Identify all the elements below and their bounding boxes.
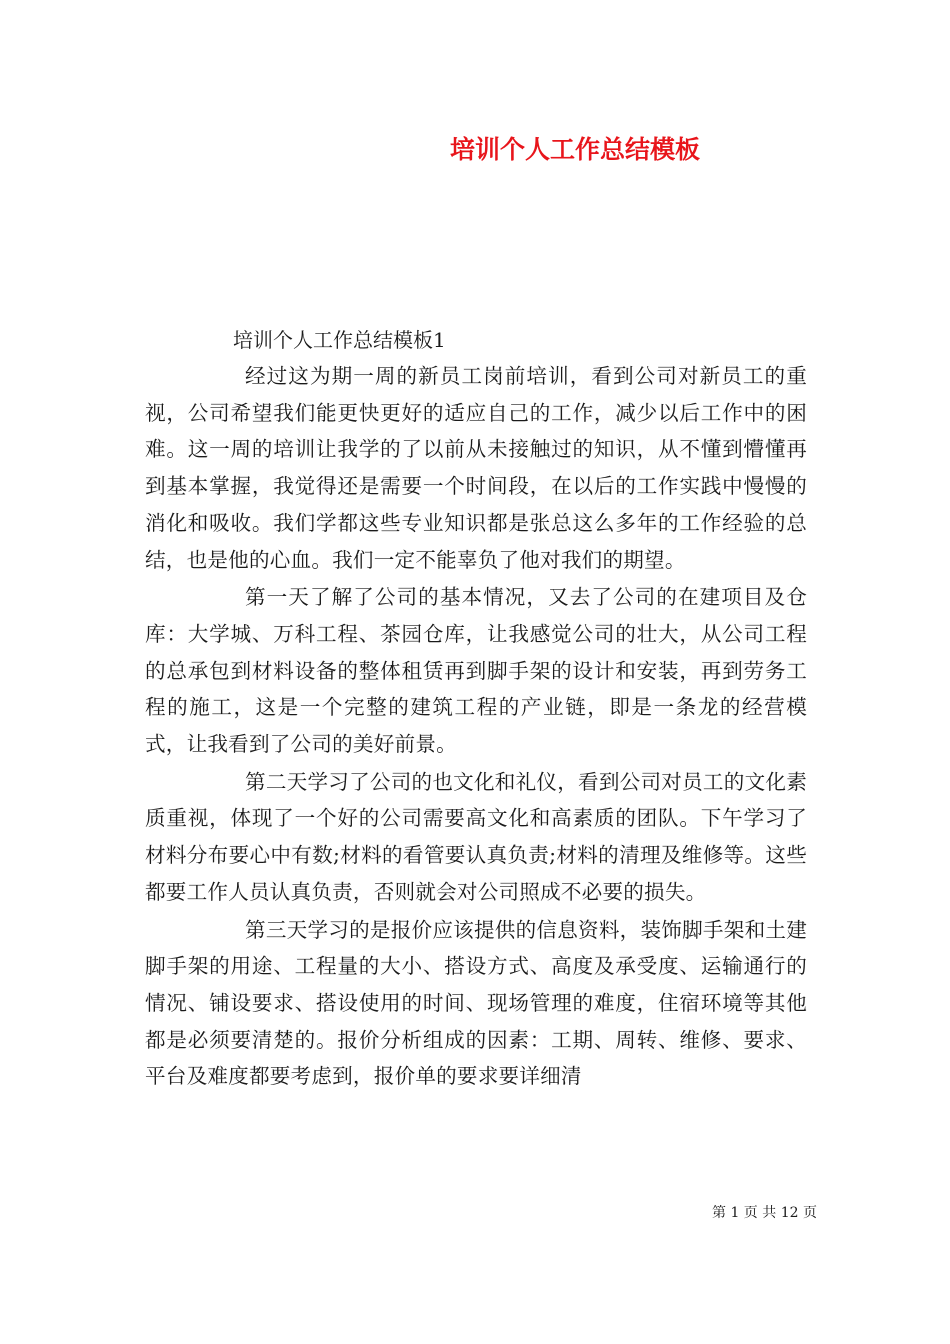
paragraph-2: 第一天了解了公司的基本情况，又去了公司的在建项目及仓库：大学城、万科工程、茶园仓库，让我感觉公司的壮大，从公司工程的总承包到材料设备的整体租赁再到脚手架的设计和安装，再到劳务工程的施工，这是一个完整的建筑工程的产业链，即是一条龙的经营模式，让我看到了公司的美好前景。 xyxy=(145,585,807,757)
body-text xyxy=(145,358,807,1096)
paragraph-4: 第三天学习的是报价应该提供的信息资料，装饰脚手架和土建脚手架的用途、工程量的大小、搭设方式、高度及承受度、运输通行的情况、铺设要求、搭设使用的时间、现场管理的难度，住宿环境等其他都是必须要清楚的。报价分析组成的因素：工期、周转、维修、要求、平台及难度都要考虑到，报价单的要求要详细清 xyxy=(145,917,807,1089)
page-title: 培训个人工作总结模板 xyxy=(450,135,701,164)
paragraph-1: 经过这为期一周的新员工岗前培训，看到公司对新员工的重视，公司希望我们能更快更好的适应自己的工作，减少以后工作中的困难。这一周的培训让我学的了以前从未接触过的知识，从不懂到懵懂再到基本掌握，我觉得还是需要一个时间段，在以后的工作实践中慢慢的消化和吸收。我们学都这些专业知识都是张总这么多年的工作经验的总结，也是他的心血。我们一定不能辜负了他对我们的期望。 xyxy=(145,364,807,572)
page-footer: 第 1 页 共 12 页 xyxy=(712,1205,817,1221)
section-heading: 培训个人工作总结模板1 xyxy=(233,328,446,352)
paragraph-3: 第二天学习了公司的也文化和礼仪，看到公司对员工的文化素质重视，体现了一个好的公司需要高文化和高素质的团队。下午学习了材料分布要心中有数;材料的看管要认真负责;材料的清理及维修等。这些都要工作人员认真负责，否则就会对公司照成不必要的损失。 xyxy=(145,769,807,904)
